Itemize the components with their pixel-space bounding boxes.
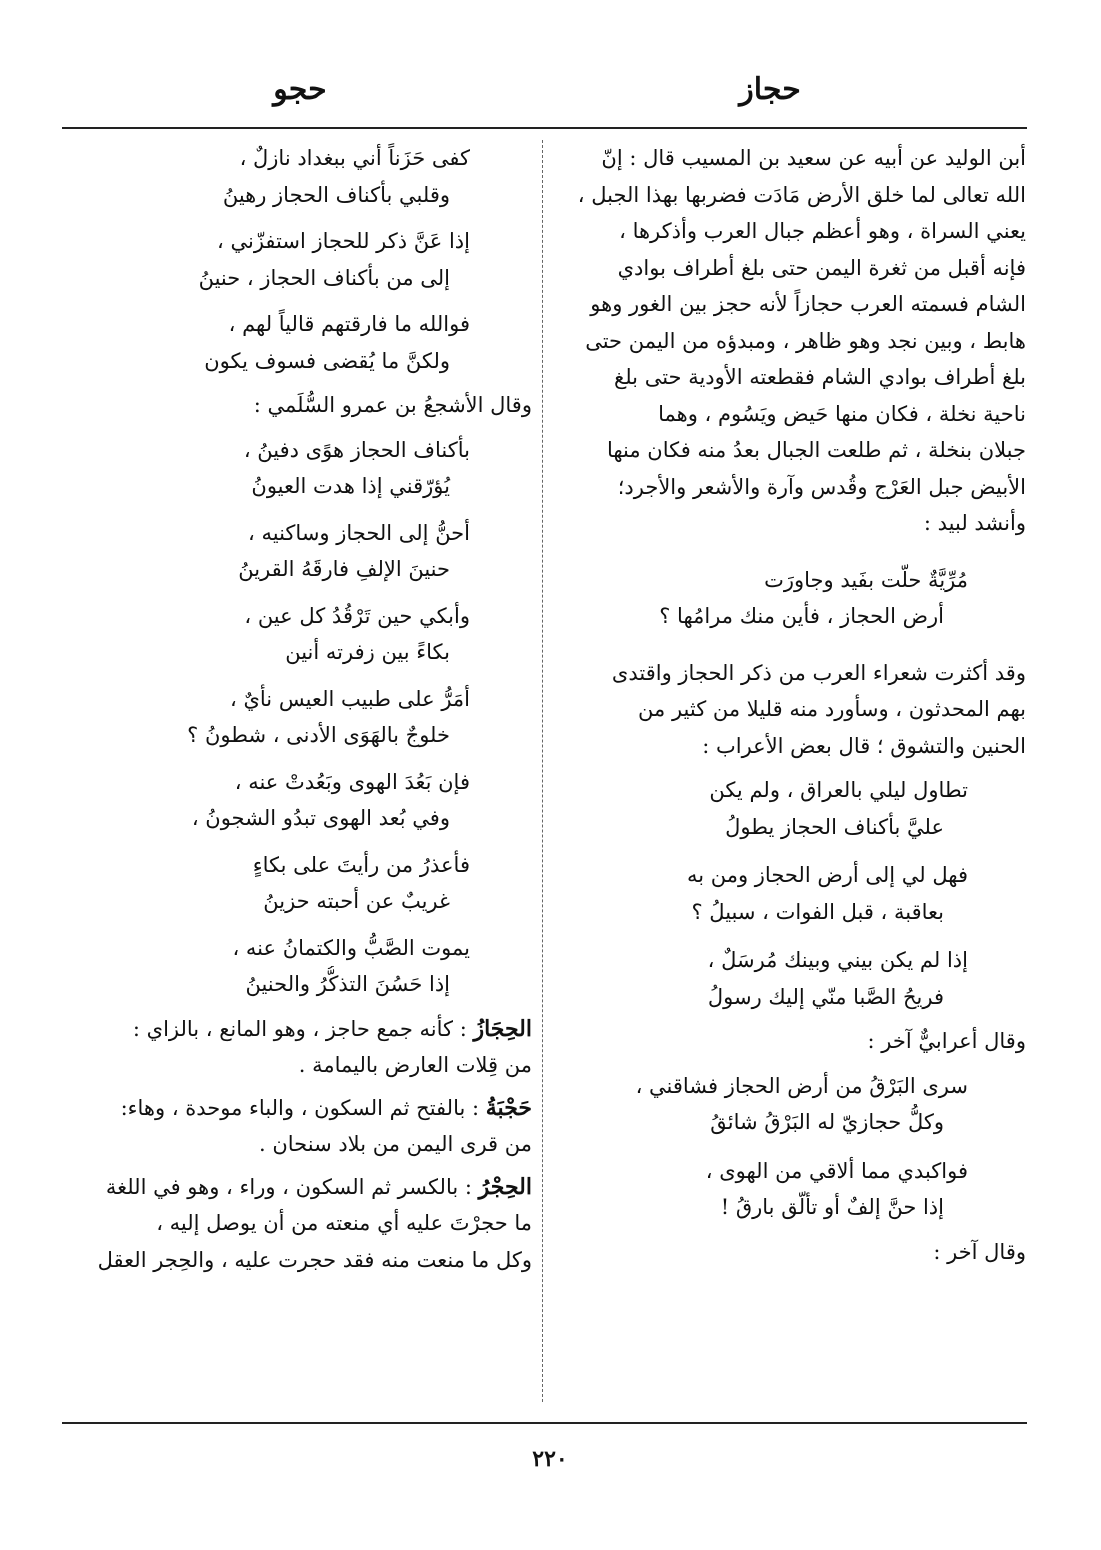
verse-line: فريحُ الصَّبا منّي إليك رسولُ — [707, 984, 944, 1009]
prose-line: أبن الوليد عن أبيه عن سعيد بن المسيب قال : إنّ — [601, 146, 1026, 170]
prose-line: هابط ، وبين نجد وهو ظاهر ، ومبدؤه من اليمن حتى — [585, 328, 1026, 353]
prose-line: يعني السراة ، وهو أعظم جبال العرب وأذكرها ، — [619, 219, 1026, 243]
entry-text: : كأنه جمع حاجز ، وهو المانع ، بالزاي : — [132, 1016, 467, 1041]
verse-line: فإن بَعُدَ الهوى وبَعُدتْ عنه ، — [234, 769, 470, 794]
entry-line: من قِلات العارض باليمامة . — [298, 1053, 532, 1077]
verse-stanza — [556, 772, 1026, 1015]
prose-line: الحنين والتشوق ؛ قال بعض الأعراب : — [702, 733, 1026, 758]
prose-line: الله تعالى لما خلق الأرض مَادَت فضربها بهذا الجبل ، — [577, 182, 1026, 207]
verse-line: إذا حنَّ إلفٌ أو تألّق بارقُ ! — [720, 1195, 944, 1219]
prose-line: بهم المحدثون ، وسأورد منه قليلا من كثير من — [638, 697, 1026, 721]
prose-line: وأنشد لبيد : — [923, 511, 1026, 535]
prose-line: الأبيض جبل العَرْج وقُدس وآرة والأشعر والأجرد؛ — [617, 474, 1026, 499]
dictionary-entry — [70, 1169, 532, 1279]
footer-rule — [62, 1422, 1027, 1424]
verse-line: وفي بُعد الهوى تبدُو الشجونُ ، — [191, 806, 450, 830]
verse-line: إلى من بأكناف الحجاز ، حنينُ — [198, 265, 450, 290]
prose-paragraph — [556, 655, 1026, 765]
verse-stanza — [556, 562, 1026, 635]
verse-line: غريبٌ عن أحبته حزينُ — [263, 889, 450, 913]
entry-text: : بالفتح ثم السكون ، والباء موحدة ، وهاء: — [120, 1095, 480, 1120]
entry-line: من قرى اليمن من بلاد سنحان . — [259, 1132, 532, 1156]
verse-line: تطاول ليلي بالعراق ، ولم يكن — [709, 778, 968, 802]
column-divider — [542, 140, 543, 1402]
verse-line: إذا عَنَّ ذكر للحجاز استفزّني ، — [217, 229, 470, 253]
prose-paragraph — [70, 387, 532, 424]
entry-text: : بالكسر ثم السكون ، وراء ، وهو في اللغة — [105, 1174, 472, 1199]
verse-line: فوالله ما فارقتهم قالياً لهم ، — [228, 312, 470, 336]
verse-line: وقلبي بأكناف الحجاز رهينُ — [222, 182, 450, 207]
verse-line: فهل لي إلى أرض الحجاز ومن به — [686, 863, 968, 887]
verse-line: أرض الحجاز ، فأين منك مرامُها ؟ — [659, 604, 944, 628]
verse-line: خلوجٌ بالهَوَى الأدنى ، شطونُ ؟ — [187, 723, 450, 747]
running-header-left: حجو — [273, 72, 327, 107]
verse-line: مُرِّيَّةٌ حلّت بفَيد وجاورَت — [764, 567, 968, 592]
verse-line: عليَّ بأكناف الحجاز يطولُ — [725, 814, 944, 839]
prose-line: وقد أكثرت شعراء العرب من ذكر الحجاز واقتدى — [611, 660, 1026, 685]
verse-line: سرى البَرْقُ من أرض الحجاز فشاقني ، — [635, 1073, 968, 1098]
entry-headword: الحِجْرُ — [478, 1173, 532, 1200]
entry-line: ما حجرْتَ عليه أي منعته من أن يوصل إليه ، — [156, 1211, 532, 1235]
verse-stanza — [556, 1068, 1026, 1226]
verse-line: إذا لم يكن بيني وبينك مُرسَلٌ ، — [707, 948, 968, 972]
verse-line: إذا حَسُنَ التذكُّرُ والحنينُ — [245, 972, 450, 996]
dictionary-entry — [70, 1090, 532, 1163]
prose-line: فإنه أقبل من ثغرة اليمن حتى بلغ أطراف بوادي — [617, 255, 1026, 280]
verse-line: حنينَ الإلفِ فارقَهُ القرينُ — [238, 557, 450, 581]
running-header-right: حجاز — [739, 72, 801, 107]
verse-line: وكلُّ حجازيّ له البَرْقُ شائقُ — [710, 1110, 944, 1134]
header-rule — [62, 127, 1027, 129]
verse-line: بكاءً بين زفرته أنين — [285, 640, 450, 664]
dictionary-entry — [70, 1011, 532, 1084]
verse-line: فأعذرُ من رأيتَ على بكاءٍ — [252, 852, 470, 877]
prose-line: وقال أعرابيٌّ آخر : — [867, 1029, 1026, 1053]
verse-line: وأبكي حين تَرْقُدُ كل عين ، — [244, 603, 470, 628]
entry-line — [70, 1011, 532, 1048]
prose-paragraph — [556, 1234, 1026, 1271]
left-column — [70, 140, 532, 1410]
verse-line: أمَرُّ على طبيب العيس نأيٌ ، — [230, 686, 470, 711]
prose-line: وقال الأشجعُ بن عمرو السُّلَمي : — [253, 393, 532, 417]
verse-stanza — [70, 432, 532, 1003]
page-number: ٢٢٠ — [532, 1446, 568, 1472]
prose-line: ناحية نخلة ، فكان منها حَيض ويَسُوم ، وهما — [658, 401, 1026, 426]
entry-line — [70, 1090, 532, 1127]
prose-paragraph — [556, 1023, 1026, 1060]
verse-stanza — [70, 140, 532, 379]
entry-line — [70, 1169, 532, 1206]
verse-line: بعاقبة ، قبل الفوات ، سبيلُ ؟ — [691, 899, 944, 924]
prose-line: وقال آخر : — [933, 1239, 1026, 1264]
verse-line: فواكبدي مما ألاقي من الهوى ، — [705, 1158, 968, 1183]
verse-line: كفى حَزَناً أني ببغداد نازلٌ ، — [239, 146, 470, 170]
verse-line: أحنُّ إلى الحجاز وساكنيه ، — [248, 520, 470, 545]
prose-paragraph — [556, 140, 1026, 542]
verse-line: ولكنَّ ما يُقضى فسوف يكون — [204, 348, 450, 373]
entry-headword: حَجْبَةُ — [485, 1094, 532, 1121]
verse-line: بأكناف الحجاز هوًى دفينُ ، — [243, 437, 470, 462]
verse-line: يُؤرّقني إذا هدت العيونُ — [251, 474, 450, 498]
prose-line: جبلان بنخلة ، ثم طلعت الجبال بعدُ منه فكان منها — [606, 438, 1026, 462]
right-column — [556, 140, 1026, 1410]
prose-line: الشام فسمته العرب حجازاً لأنه حجز بين الغور وهو — [590, 292, 1026, 316]
entry-line: وكل ما منعت منه فقد حجرت عليه ، والحِجر العقل — [97, 1247, 532, 1272]
entry-headword: الحِجَازُ — [473, 1015, 532, 1042]
verse-line: يموت الصَّبُّ والكتمانُ عنه ، — [232, 935, 470, 960]
prose-line: بلغ أطراف بوادي الشام فقطعته الأودية حتى بلغ — [614, 365, 1026, 389]
